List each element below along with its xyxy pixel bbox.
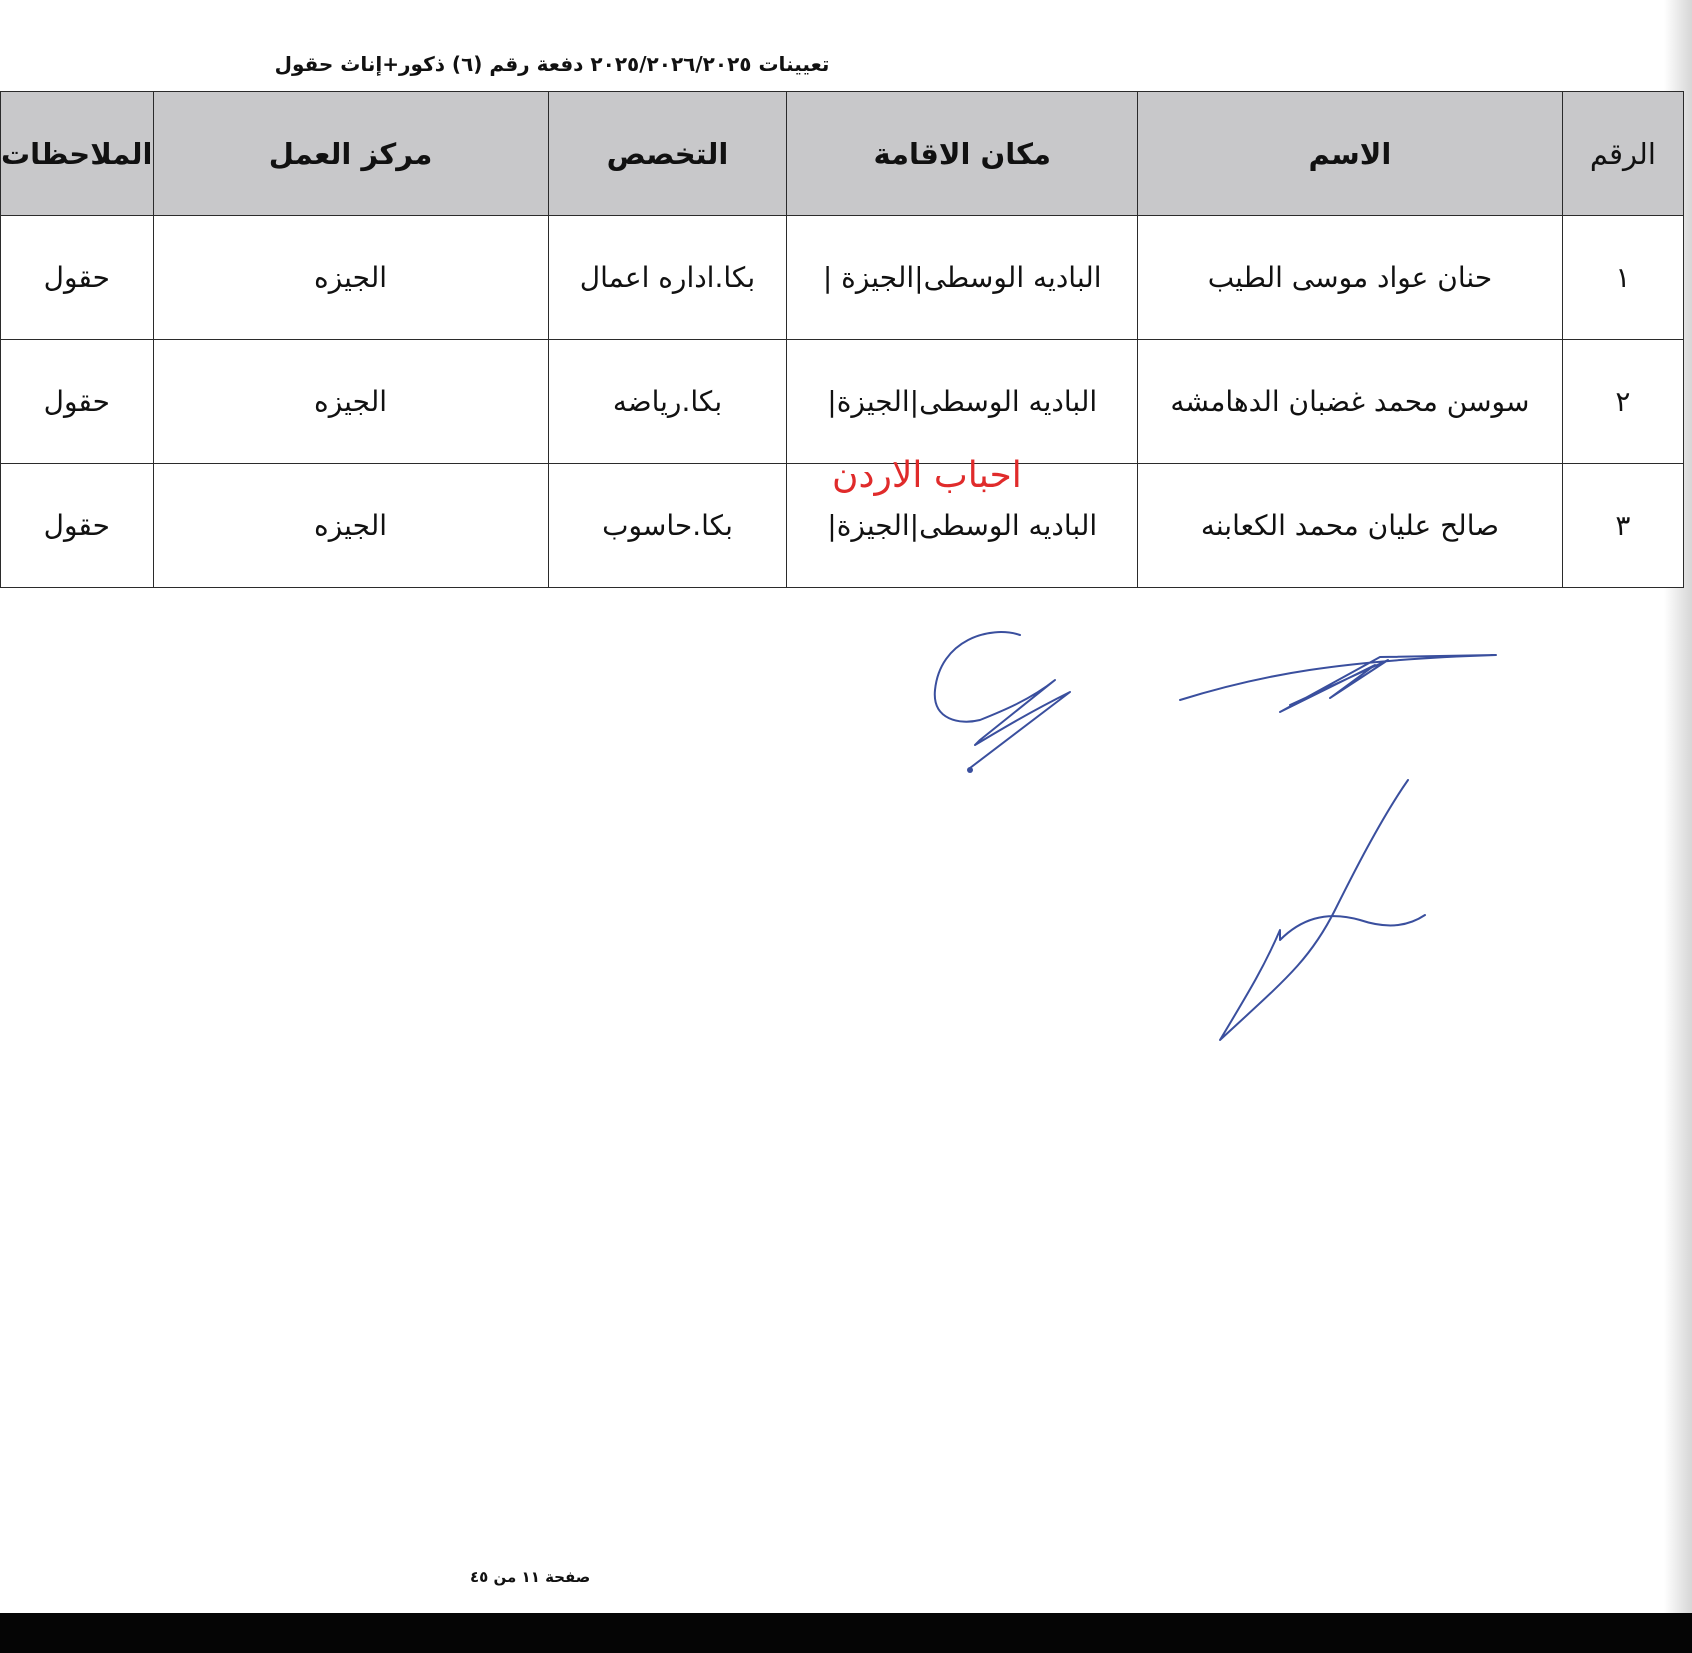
table-header-row	[1, 92, 1684, 216]
cell-residence: الباديه الوسطى|الجيزة |	[787, 216, 1138, 340]
signature-bottom-right	[1220, 780, 1425, 1040]
header-name: الاسم	[1138, 92, 1563, 216]
cell-work-center: الجيزه	[153, 464, 548, 588]
cell-name: صالح عليان محمد الكعابنه	[1138, 464, 1563, 588]
signature-top-right	[1180, 655, 1496, 712]
table-row	[1, 340, 1684, 464]
cell-name: سوسن محمد غضبان الدهامشه	[1138, 340, 1563, 464]
appointments-table	[0, 91, 1684, 588]
header-number: الرقم	[1562, 92, 1683, 216]
cell-work-center: الجيزه	[153, 340, 548, 464]
scan-bottom-bar	[0, 1613, 1692, 1653]
cell-specialization: بكا.رياضه	[548, 340, 787, 464]
cell-number: ١	[1562, 216, 1683, 340]
cell-residence: الباديه الوسطى|الجيزة|	[787, 464, 1138, 588]
cell-number: ٢	[1562, 340, 1683, 464]
header-notes: الملاحظات	[1, 92, 154, 216]
cell-notes: حقول	[1, 340, 154, 464]
cell-name: حنان عواد موسى الطيب	[1138, 216, 1563, 340]
cell-specialization: بكا.حاسوب	[548, 464, 787, 588]
signature-dot	[967, 767, 973, 773]
table-row	[1, 216, 1684, 340]
cell-specialization: بكا.اداره اعمال	[548, 216, 787, 340]
page-title: تعيينات ٢٠٢٥/٢٠٢٦/٢٠٢٥ دفعة رقم (٦) ذكور+إناث حقول	[274, 52, 830, 76]
signatures	[920, 620, 1520, 1060]
cell-number: ٣	[1562, 464, 1683, 588]
signature-left	[935, 632, 1070, 768]
watermark-text: احباب الاردن	[832, 455, 1022, 496]
cell-residence: الباديه الوسطى|الجيزة|	[787, 340, 1138, 464]
page-footer: صفحة ١١ من ٤٥	[470, 1568, 591, 1586]
header-residence: مكان الاقامة	[787, 92, 1138, 216]
cell-notes: حقول	[1, 464, 154, 588]
header-specialization: التخصص	[548, 92, 787, 216]
cell-work-center: الجيزه	[153, 216, 548, 340]
header-work-center: مركز العمل	[153, 92, 548, 216]
cell-notes: حقول	[1, 216, 154, 340]
